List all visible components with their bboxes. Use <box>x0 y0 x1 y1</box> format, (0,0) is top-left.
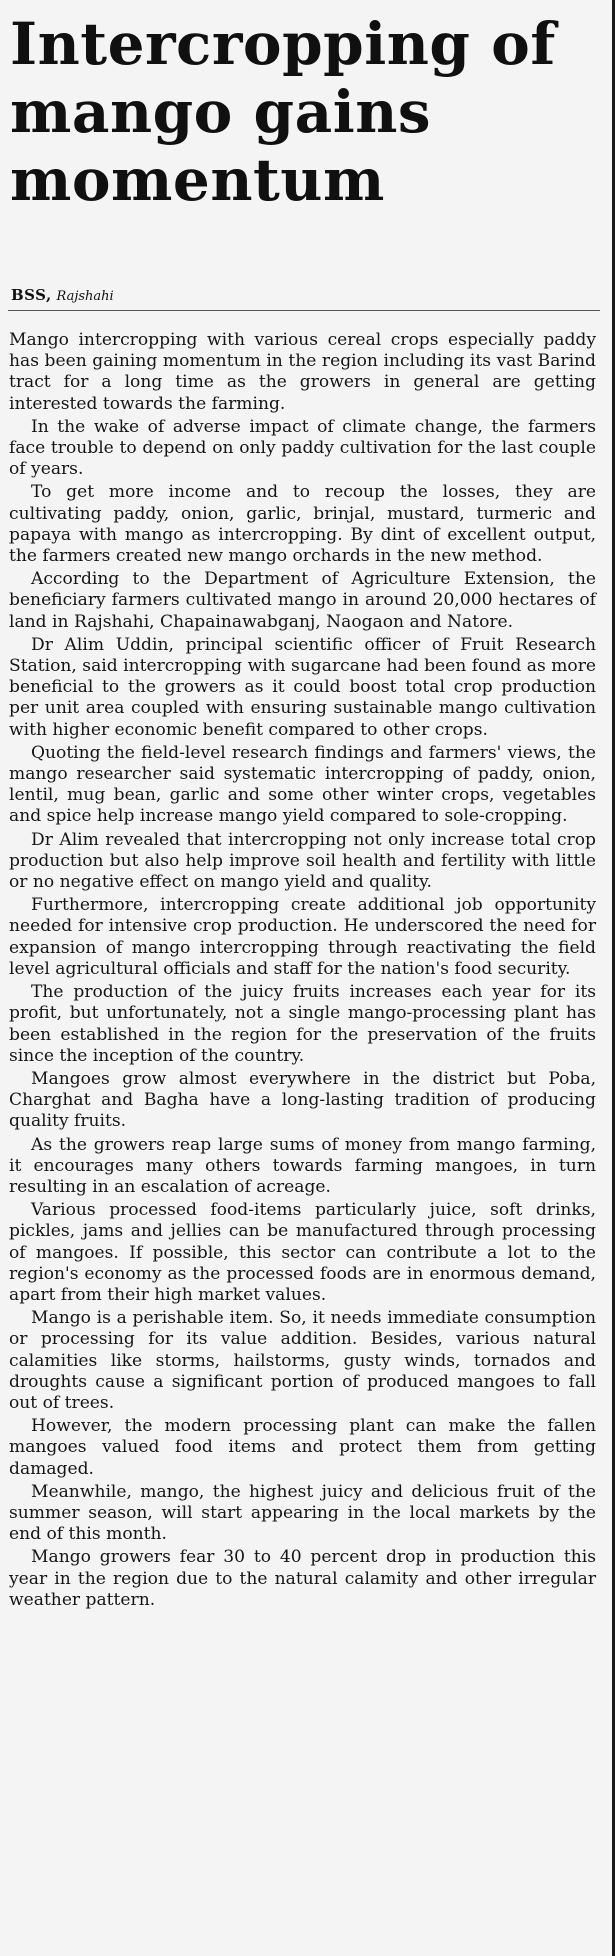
byline-place: Rajshahi <box>56 289 114 304</box>
paragraph: However, the modern processing plant can make the fallen mangoes valued food items and protect them from getting damaged. <box>9 1416 596 1479</box>
paragraph: As the growers reap large sums of money from mango farming, it encourages many others towards farming mangoes, in turn resulting in an escalation of acreage. <box>9 1134 596 1197</box>
paragraph: Dr Alim revealed that intercropping not only increase total crop production but also help improve soil health and fertility with little or no negative effect on mango yield and quality. <box>9 829 596 893</box>
paragraph: Mango intercropping with various cereal crops especially paddy has been gaining momentum in the region including its vast Barind tract for a long time as the growers in general are getting interested towards the farming. <box>9 330 596 414</box>
paragraph: Mango growers fear 30 to 40 percent drop in production this year in the region due to the natural calamity and other irregular weather pattern. <box>9 1547 596 1610</box>
paragraph: Various processed food-items particularly juice, soft drinks, pickles, jams and jellies can be manufactured through processing of mangoes. If possible, this sector can contribute a lot to the region's economy as the processed foods are in enormous demand, apart from their high market values. <box>9 1200 596 1305</box>
headline: Intercropping of mango gains momentum <box>10 10 556 214</box>
article-body <box>9 330 596 1613</box>
paragraph: The production of the juicy fruits increases each year for its profit, but unfortunately, not a single mango-processing plant has been established in the region for the preservation of the fruits since the inception of the country. <box>9 982 596 1066</box>
paragraph: To get more income and to recoup the losses, they are cultivating paddy, onion, garlic, brinjal, mustard, turmeric and papaya with mango as intercropping. By dint of excellent output, the farmers created new mango orchards in the new method. <box>9 482 596 567</box>
paragraph: Dr Alim Uddin, principal scientific officer of Fruit Research Station, said intercropping with sugarcane had been found as more beneficial to the growers as it could boost total crop production per unit area coupled with ensuring sustainable mango cultivation with higher economic benefit compared to other crops. <box>9 634 596 740</box>
paragraph: Meanwhile, mango, the highest juicy and delicious fruit of the summer season, will start appearing in the local markets by the end of this month. <box>9 1481 596 1545</box>
paragraph: Mangoes grow almost everywhere in the district but Poba, Charghat and Bagha have a long-lasting tradition of producing quality fruits. <box>9 1068 596 1132</box>
byline <box>11 286 114 304</box>
paragraph: Furthermore, intercropping create additional job opportunity needed for intensive crop production. He underscored the need for expansion of mango intercropping through reactivating the field level agricultural officials and staff for the nation's food security. <box>9 895 596 979</box>
byline-divider <box>8 310 600 311</box>
paragraph: Quoting the field-level research findings and farmers' views, the mango researcher said systematic intercropping of paddy, onion, lentil, mug bean, garlic and some other winter crops, vegetables and spice help increase mango yield compared to sole-cropping. <box>9 742 596 827</box>
paragraph: Mango is a perishable item. So, it needs immediate consumption or processing for its value addition. Besides, various natural calamities like storms, hailstorms, gusty winds, tornados and droughts cause a significant portion of produced mangoes to fall out of trees. <box>9 1308 596 1413</box>
byline-agency: BSS, <box>11 286 52 304</box>
paragraph: In the wake of adverse impact of climate change, the farmers face trouble to depend on only paddy cultivation for the last couple of years. <box>9 416 596 480</box>
paragraph: According to the Department of Agriculture Extension, the beneficiary farmers cultivated mango in around 20,000 hectares of land in Rajshahi, Chapainawabganj, Naogaon and Natore. <box>9 569 596 632</box>
